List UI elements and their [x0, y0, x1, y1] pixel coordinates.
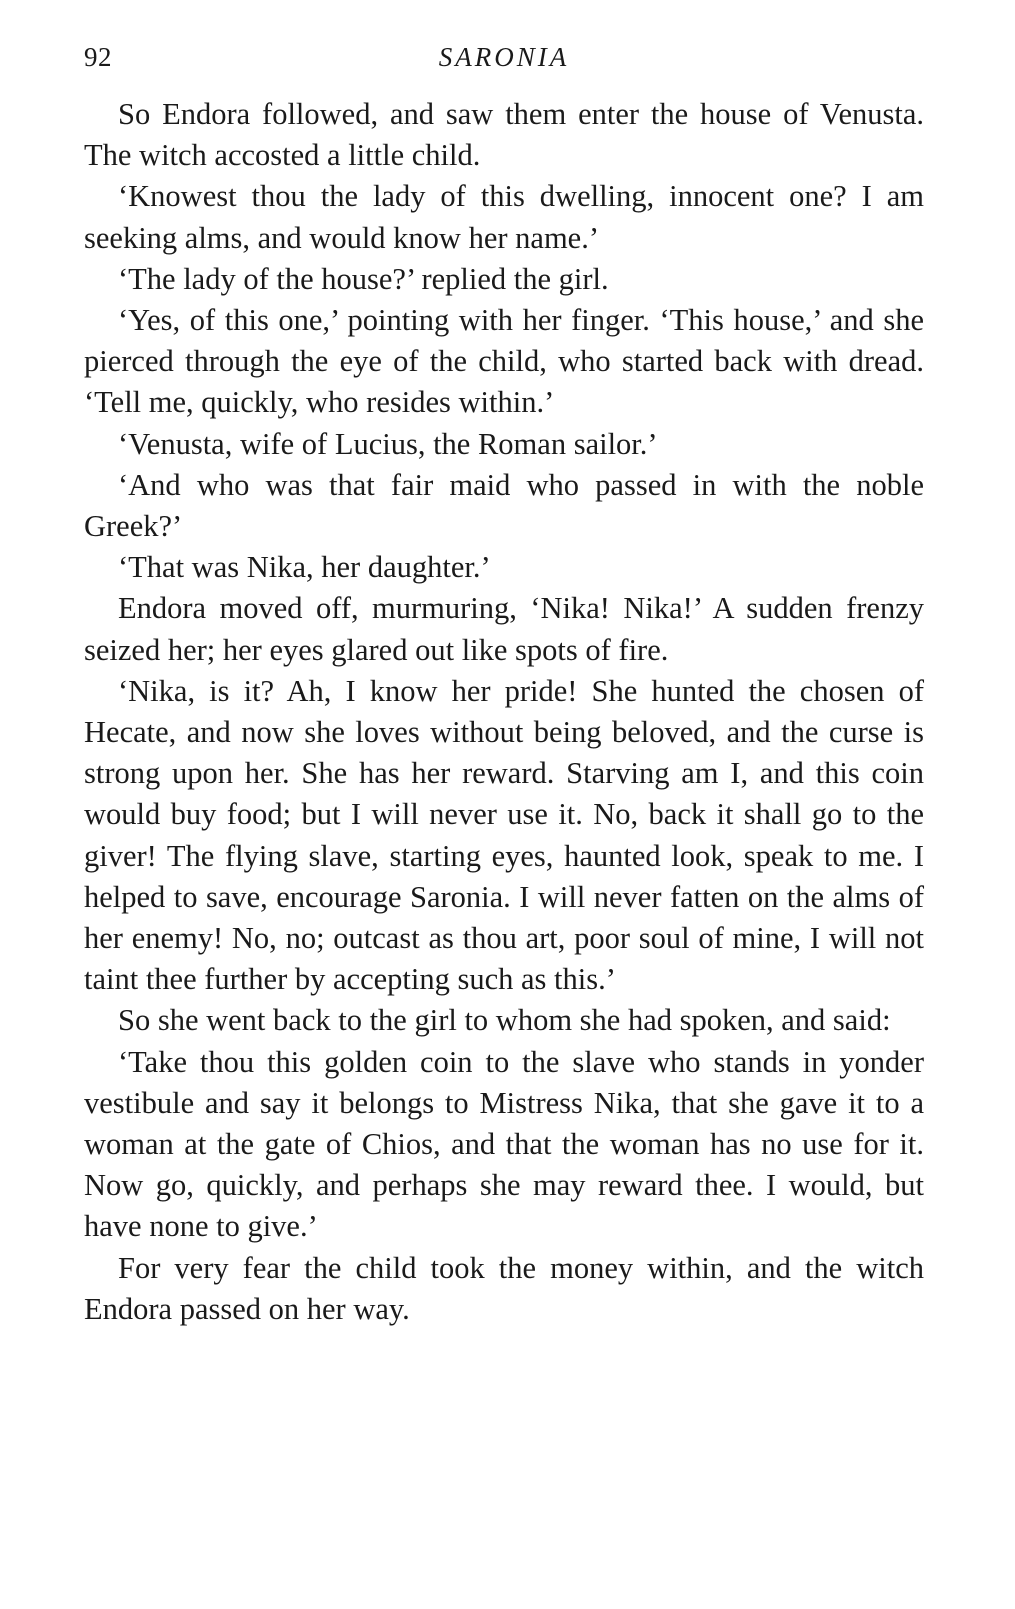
paragraph: ‘Venusta, wife of Lucius, the Roman sailor.’	[118, 426, 658, 461]
page-number: 92	[84, 42, 112, 72]
paragraph: ‘Take thou this golden coin to the slave who stands in yonder vestibule and say it belongs to Mistress Nika, that she gave it to a woman at the gate of Chios, and that the woman has no use for it. Now go, quickly, and perhaps she may reward thee. I would, but have none to give.’	[84, 1044, 924, 1244]
paragraph: ‘That was Nika, her daughter.’	[118, 550, 491, 585]
paragraph: ‘And who was that fair maid who passed in with the noble Greek?’	[84, 467, 924, 544]
page-header	[84, 38, 924, 78]
paragraph: For very fear the child took the money within, and the witch Endora passed on her way.	[84, 1250, 924, 1326]
running-title: SARONIA	[438, 42, 570, 72]
paragraph: So Endora followed, and saw them enter the house of Venusta. The witch accosted a little child.	[84, 97, 924, 173]
paragraph: ‘Yes, of this one,’ pointing with her finger. ‘This house,’ and she pierced through the eye of the child, who started back with dread. ‘Tell me, quickly, who resides within.’	[84, 303, 924, 420]
paragraph: ‘Knowest thou the lady of this dwelling, innocent one? I am seeking alms, and would know her name.’	[84, 179, 924, 255]
paragraph: ‘Nika, is it? Ah, I know her pride! She hunted the chosen of Hecate, and now she loves without being beloved, and the curse is strong upon her. She has her reward. Starving am I, and this coin would buy food; but I will never use it. No, back it shall go to the giver! The flying slave, starting eyes, haunted look, speak to me. I helped to save, encourage Saronia. I will never fatten on the alms of her enemy! No, no; outcast as thou art, poor soul of mine, I will not taint thee further by accepting such as this.’	[84, 673, 924, 997]
paragraph: Endora moved off, murmuring, ‘Nika! Nika!’ A sudden frenzy seized her; her eyes glared out like spots of fire.	[84, 591, 924, 667]
paragraph: ‘The lady of the house?’ replied the girl.	[118, 261, 609, 296]
body-text	[84, 94, 924, 1330]
book-page	[84, 38, 924, 1330]
paragraph: So she went back to the girl to whom she had spoken, and said:	[118, 1003, 891, 1038]
